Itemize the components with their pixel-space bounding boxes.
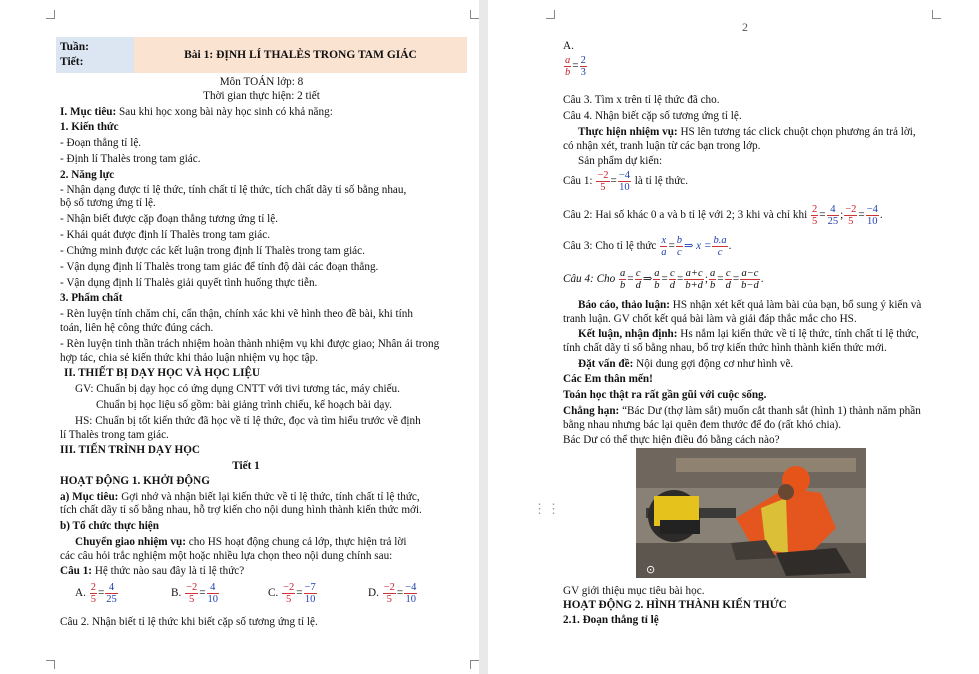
answer-text: là tỉ lệ thức.	[634, 175, 689, 188]
answer-text: Câu 2: Hai số khác 0 a và b tỉ lệ với 2; 3 khi và chỉ khi	[563, 209, 808, 222]
question-4: Câu 4. Nhận biết cặp số tương ứng tỉ lệ.	[563, 110, 742, 122]
question-1	[60, 565, 244, 578]
example-question: Bác Dư có thể thực hiện điều đó bằng cách nào?	[563, 434, 780, 446]
numerator: c	[670, 268, 675, 279]
week-period-cell	[56, 37, 134, 73]
expected-product: Sản phẩm dự kiến:	[578, 155, 663, 167]
fraction	[404, 582, 417, 605]
activity-2-heading: HOẠT ĐỘNG 2. HÌNH THÀNH KIẾN THỨC	[563, 599, 787, 611]
denominator: 5	[812, 216, 818, 227]
quality-item: - Rèn luyện tính chăm chỉ, cẩn thận, chính xác khi vẽ hình theo đề bài, khi tính	[60, 308, 413, 320]
denominator: b+d	[685, 280, 703, 291]
knowledge-item: - Đoạn thẳng tỉ lệ.	[60, 137, 142, 149]
numerator: 4	[827, 204, 840, 216]
denominator: d	[725, 280, 731, 291]
answer-label: Câu 1:	[563, 175, 593, 188]
activity-1-objective-cont: tích chất dãy tỉ số bằng nhau, hỗ trợ kiến cho nội dung hình thành kiến thức mới.	[60, 504, 422, 516]
competence-item: - Nhận dạng được tỉ lệ thức, tính chất tỉ lệ thức, tích chất dãy tỉ số bằng nhau,	[60, 184, 407, 196]
numerator: −2	[383, 582, 395, 593]
denominator: d	[669, 280, 676, 291]
activity-1-heading: HOẠT ĐỘNG 1. KHỞI ĐỘNG	[60, 475, 210, 487]
worker-cutting-steel-photo[interactable]	[636, 448, 866, 578]
equipment-heading: II. THIẾT BỊ DẠY HỌC VÀ HỌC LIỆU	[64, 367, 261, 379]
equals-sign: =	[199, 587, 206, 600]
objective-line	[60, 106, 333, 119]
conclusion-cont: tính chất dãy tỉ số bằng nhau, bổ trợ kiến thức hình thành kiến thức mới.	[563, 342, 887, 354]
competence-item: - Khái quát được định lí Thalès trong tam giác.	[60, 229, 270, 241]
option-label: A.	[75, 587, 86, 600]
conclusion-label: Kết luận, nhận định:	[578, 328, 678, 340]
task-transfer-text: cho HS hoạt động chung cả lớp, thực hiện trả lời	[185, 536, 407, 548]
fraction	[709, 268, 716, 291]
equals-sign: =	[572, 60, 579, 73]
denominator: 10	[304, 594, 316, 605]
teacher-prep: GV: Chuẩn bị dạy học có ứng dụng CNTT với tivi tương tác, máy chiếu.	[75, 383, 400, 395]
numerator: 2	[580, 55, 586, 66]
example-text: “Bác Dư (thợ làm sắt) muốn cắt thanh sắt (hình 1) thành năm phần	[619, 405, 921, 417]
competence-item: - Nhận biết được cặp đoạn thẳng tương ứng tỉ lệ.	[60, 213, 278, 225]
answer-a-label: A.	[563, 40, 574, 52]
fraction	[811, 204, 818, 227]
denominator: d	[635, 280, 641, 291]
knowledge-item: - Định lí Thalès trong tam giác.	[60, 153, 201, 165]
lesson-title: Bài 1: ĐỊNH LÍ THALÈS TRONG TAM GIÁC	[134, 37, 467, 73]
crop-mark	[46, 10, 55, 19]
fraction	[207, 582, 220, 605]
fraction	[684, 268, 704, 291]
numerator: a+c	[685, 268, 703, 279]
denominator: 5	[189, 594, 195, 605]
numerator: 2	[812, 204, 818, 215]
goal-intro: GV giới thiệu mục tiêu bài học.	[563, 585, 705, 597]
numerator: −4	[405, 582, 417, 593]
task-transfer-cont: các câu hỏi trắc nghiệm một hoặc nhiều lựa chọn theo nội dung chính sau:	[60, 550, 393, 562]
photo-illustration	[636, 448, 866, 578]
fraction	[712, 235, 727, 258]
fraction	[619, 268, 626, 291]
fraction	[635, 268, 642, 291]
denominator: 10	[405, 594, 416, 605]
quality-heading: 3. Phẩm chất	[60, 292, 123, 304]
crop-mark	[46, 660, 55, 669]
denominator: c	[677, 247, 682, 258]
denominator: 10	[867, 216, 878, 227]
fraction	[304, 582, 317, 605]
denominator: b	[654, 280, 660, 291]
report-discussion-cont: tranh luận. GV chốt kết quả bài làm và giải đáp thắc mắc cho HS.	[563, 313, 857, 325]
question-2: Câu 2. Nhận biết tỉ lệ thức khi biết cặp số tương ứng tỉ lệ.	[60, 616, 318, 628]
crop-mark	[470, 660, 479, 669]
fraction	[669, 268, 676, 291]
denominator: 5	[386, 594, 392, 605]
page-number: 2	[742, 20, 748, 34]
denominator: b	[565, 67, 571, 78]
numerator: −4	[866, 204, 878, 215]
objective-a-label: a) Mục tiêu:	[60, 491, 119, 503]
answer-3: Câu 3: Cho tỉ lệ thức $\frac{x}{a}$ = $\frac{b}{c}$ ⇒ x = $\frac{b.a}{c}$ .	[563, 235, 732, 258]
conclusion	[578, 328, 919, 341]
numerator: a	[654, 268, 660, 279]
section-2-1: 2.1. Đoạn thẳng tỉ lệ	[563, 614, 659, 626]
fraction	[105, 582, 118, 605]
denominator: 10	[619, 182, 630, 193]
fraction	[827, 204, 840, 227]
fraction	[580, 55, 587, 78]
numerator: x	[661, 235, 667, 246]
numerator: c	[635, 268, 641, 279]
denominator: 5	[286, 594, 292, 605]
materials-prep: Chuẩn bị học liệu số gồm: bài giảng trình chiếu, kế hoạch bài dạy.	[96, 399, 392, 411]
denominator: 25	[827, 216, 839, 227]
fraction	[676, 235, 683, 258]
objective-label: I. Mục tiêu:	[60, 106, 117, 118]
fraction	[660, 235, 667, 258]
knowledge-heading: 1. Kiến thức	[60, 121, 119, 133]
process-heading: III. TIẾN TRÌNH DẠY HỌC	[60, 444, 200, 456]
subject-line: Môn TOÁN lớp: 8	[219, 76, 304, 88]
image-tool-icon[interactable]: ⊙	[646, 563, 656, 576]
denominator: b	[620, 280, 626, 291]
numerator: c	[725, 268, 731, 279]
task-execution-cont: có nhận xét, tranh luận từ các bạn trong lớp.	[563, 140, 761, 152]
organization-heading: b) Tổ chức thực hiện	[60, 520, 159, 532]
fraction	[185, 582, 198, 605]
crop-mark	[932, 10, 941, 19]
fraction	[564, 55, 571, 78]
numerator: a	[565, 55, 571, 66]
math-life-line: Toán học thật ra rất gần gũi với cuộc sống.	[563, 389, 767, 401]
objective-a-text: Gợi nhớ và nhận biết lại kiến thức về tỉ lệ thức, tính chất tỉ lệ thức,	[118, 491, 420, 503]
equals-sign: =	[97, 587, 105, 600]
quality-item-cont: toán, liên hệ công thức đúng cách.	[60, 322, 214, 334]
competence-item: - Chứng minh được các kết luận trong định lí Thalès trong tam giác.	[60, 245, 365, 257]
answer-2: Câu 2: Hai số khác 0 a và b tỉ lệ với 2; 3 khi và chỉ khi $\frac{2}{5}$ = $\frac{4}{25}$ ; $\frac{-2}{5}$ = $\frac{-4}{10}$ .	[563, 204, 883, 227]
quality-item-cont: hợp tác, chia sẻ kiến thức khi thảo luận nhiệm vụ học tập.	[60, 352, 319, 364]
answer-4: Câu 4: Cho $\frac{a}{b}$ = $\frac{c}{d}$ ⇒ $\frac{a}{b}$ = $\frac{c}{d}$ = $\frac{a+c}{b+d}$ ; $\frac{a}{b}$ = $\frac{c}{d}$ = $\frac{a-c}{b-d}$ .	[563, 268, 764, 291]
crop-mark	[546, 10, 555, 19]
student-prep-cont: lí Thalès trong tam giác.	[60, 429, 169, 441]
fraction	[844, 204, 857, 227]
option-d	[368, 582, 418, 605]
option-a	[75, 582, 119, 605]
fraction	[866, 204, 879, 227]
report-discussion	[578, 299, 921, 312]
answer-1: Câu 1: $\frac{-2}{5}$ = $\frac{-4}{10}$ là tỉ lệ thức.	[563, 170, 689, 193]
denominator: b−d	[741, 280, 759, 291]
numerator: −4	[618, 170, 630, 181]
denominator: 5	[600, 182, 606, 193]
report-text: HS nhận xét kết quả làm bài của bạn, bổ sung ý kiến và	[670, 299, 922, 311]
denominator: 5	[90, 594, 96, 605]
equals-sign: =	[296, 587, 303, 600]
numerator: 4	[105, 582, 118, 594]
task-transfer	[75, 536, 406, 549]
answer-a-formula	[563, 55, 588, 78]
example-line	[563, 405, 921, 418]
denominator: c	[717, 247, 723, 258]
denominator: a	[661, 247, 667, 258]
numerator: −2	[186, 582, 198, 593]
numerator: a−c	[741, 268, 759, 279]
fraction	[618, 170, 631, 193]
numerator: b.a	[713, 235, 727, 246]
fraction	[282, 582, 295, 605]
denominator: b	[710, 280, 716, 291]
task-execution-label: Thực hiện nhiệm vụ:	[578, 126, 678, 138]
example-label: Chẳng hạn:	[563, 405, 620, 417]
week-label: Tuần:	[60, 41, 89, 53]
lesson-header-table	[56, 37, 467, 73]
competence-item-cont: bộ số tương ứng tỉ lệ.	[60, 197, 156, 209]
report-label: Báo cáo, thảo luận:	[578, 299, 670, 311]
time-line: Thời gian thực hiện: 2 tiết	[203, 90, 320, 102]
denominator: 3	[580, 67, 586, 78]
numerator: b	[676, 235, 682, 246]
numerator: −2	[283, 582, 295, 593]
activity-1-objective	[60, 491, 420, 504]
period-1-heading: Tiết 1	[232, 460, 260, 472]
fraction	[90, 582, 97, 605]
conclusion-text: Hs nắm lại kiến thức về tỉ lệ thức, tính chất tỉ lệ thức,	[677, 328, 919, 340]
denominator: 10	[207, 594, 219, 605]
fraction	[725, 268, 732, 291]
question-1-label: Câu 1:	[60, 565, 93, 577]
denominator: 25	[106, 594, 117, 605]
numerator: −2	[597, 170, 609, 181]
drag-handle-icon[interactable]: ⋮⋮	[533, 501, 561, 516]
option-label: C.	[268, 587, 279, 600]
objective-text: Sau khi học xong bài này học sinh có khả năng:	[116, 106, 333, 118]
period-label: Tiết:	[60, 56, 84, 68]
question-1-text: Hệ thức nào sau đây là tỉ lệ thức?	[92, 565, 245, 577]
crop-mark	[470, 10, 479, 19]
option-c	[268, 582, 318, 605]
problem-text: Nội dung gợi động cơ như hình vẽ.	[633, 358, 794, 370]
denominator: 5	[848, 216, 854, 227]
numerator: 4	[207, 582, 220, 594]
question-3: Câu 3. Tìm x trên tỉ lệ thức đã cho.	[563, 94, 720, 106]
quality-item: - Rèn luyện tinh thần trách nhiệm hoàn thành nhiệm vụ khi được giao; Nhân ái trong	[60, 338, 440, 350]
greeting: Các Em thân mến!	[563, 373, 653, 385]
numerator: 2	[90, 582, 96, 593]
fraction	[383, 582, 396, 605]
answer-text: Câu 3: Cho tỉ lệ thức	[563, 240, 657, 253]
task-execution-text: HS lên tương tác click chuột chọn phương án trả lời,	[677, 126, 916, 138]
numerator: −7	[304, 582, 316, 593]
option-label: D.	[368, 587, 379, 600]
fraction	[740, 268, 760, 291]
problem-label: Đặt vấn đề:	[578, 358, 634, 370]
numerator: a	[620, 268, 626, 279]
numerator: a	[710, 268, 716, 279]
fraction	[653, 268, 660, 291]
competence-heading: 2. Năng lực	[60, 169, 115, 181]
option-b	[171, 582, 220, 605]
equals-sign: =	[396, 587, 404, 600]
competence-item: - Vận dụng định lí Thalès giải quyết tình huống thực tiễn.	[60, 277, 318, 289]
numerator: −2	[845, 204, 857, 215]
example-cont: bằng nhau nhưng bác lại quên đem thước để đo (rất khó chia).	[563, 419, 842, 431]
problem-statement	[578, 358, 793, 371]
task-execution	[578, 126, 916, 139]
student-prep: HS: Chuẩn bị tốt kiến thức đã học về tỉ lệ thức, đọc và tìm hiểu trước về định	[75, 415, 421, 427]
task-transfer-label: Chuyển giao nhiệm vụ:	[75, 536, 186, 548]
implies-sign: ⇒ x =	[684, 240, 712, 253]
option-label: B.	[171, 587, 182, 600]
answer-text: Câu 4: Cho	[563, 273, 616, 286]
fraction	[596, 170, 609, 193]
competence-item: - Vận dụng định lí Thalès trong tam giác để tính độ dài các đoạn thẳng.	[60, 261, 379, 273]
